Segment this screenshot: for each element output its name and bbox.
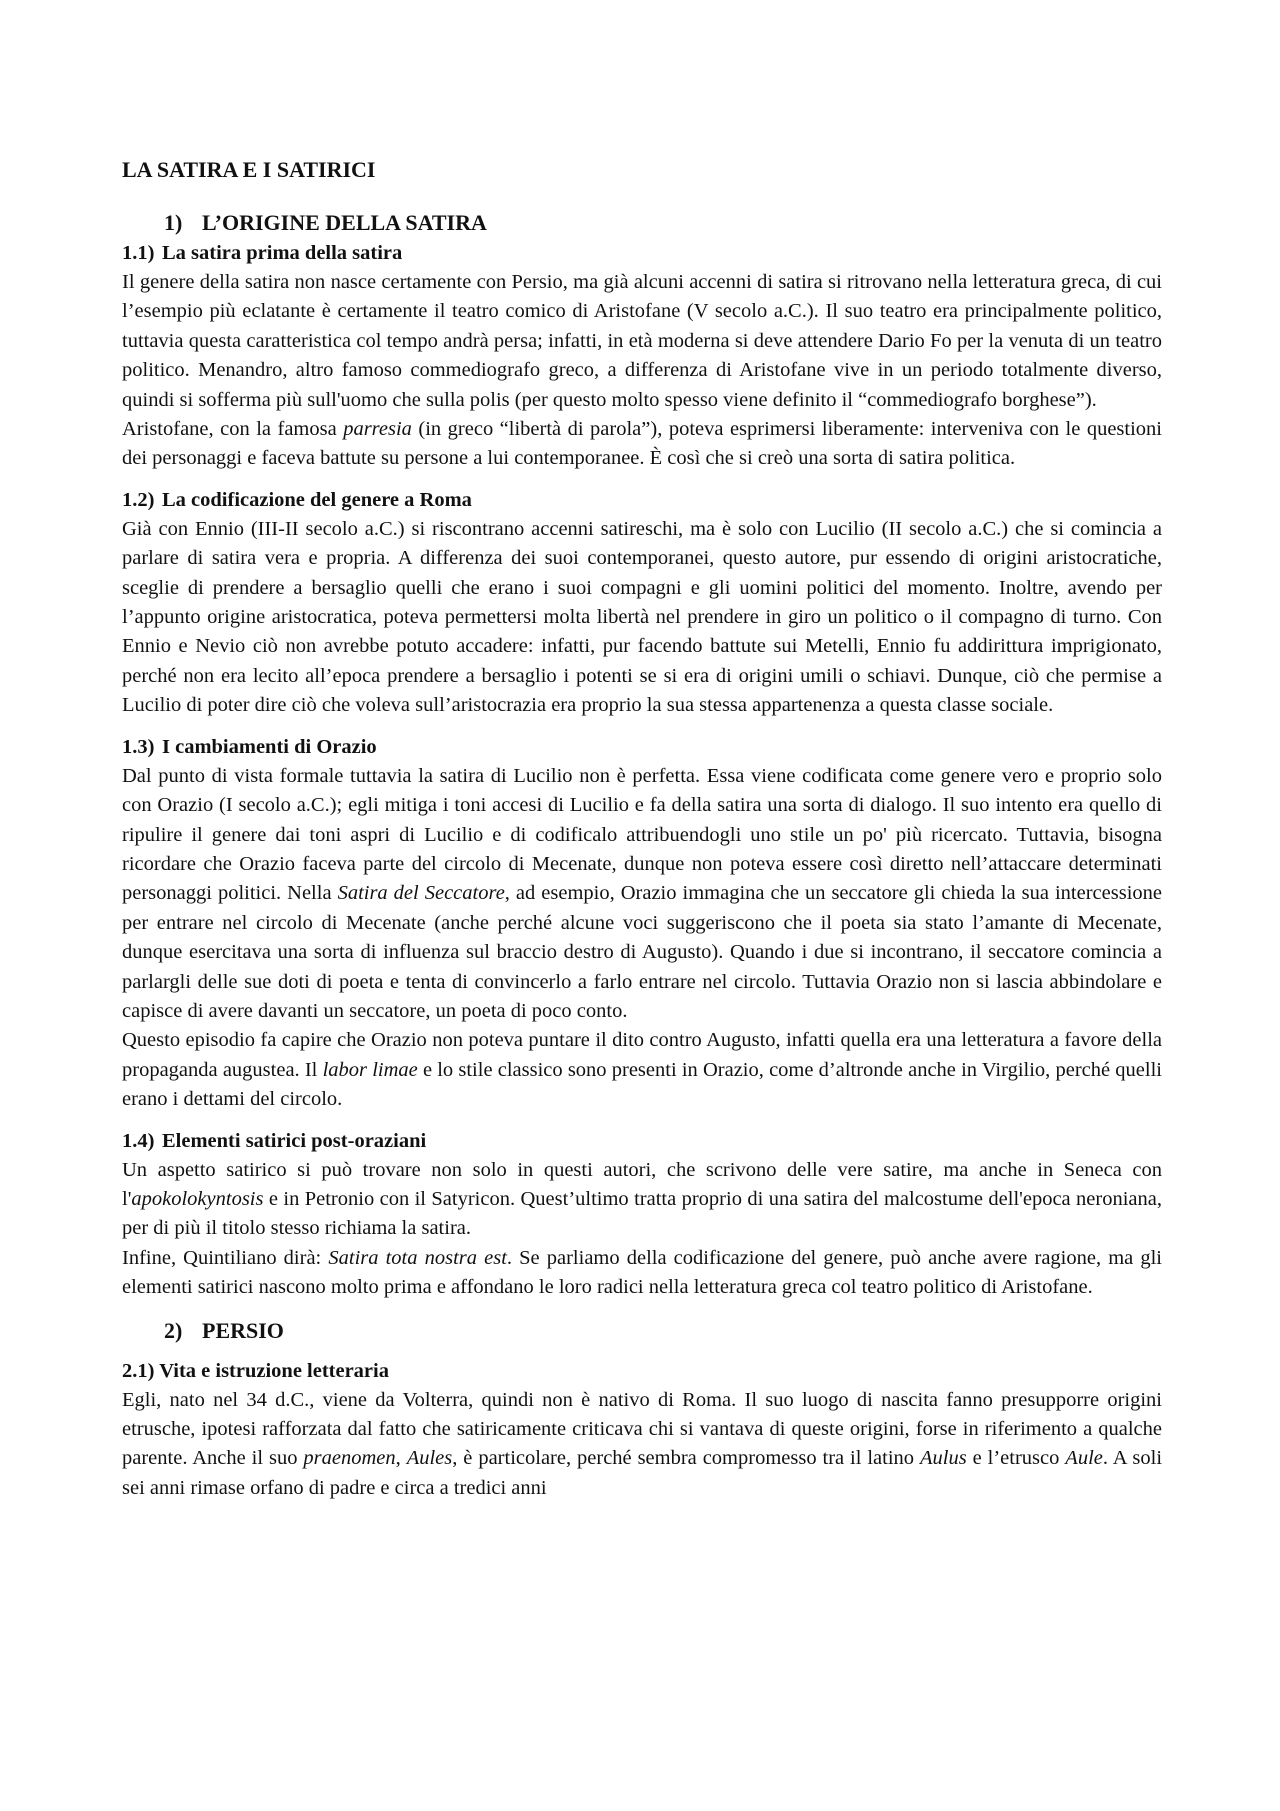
italic-term: Aule [1065, 1447, 1103, 1470]
paragraph: Già con Ennio (III-II secolo a.C.) si riscontrano accenni satireschi, ma è solo con Lucilio (II secolo a.C.) che si comincia a parlare di satira vera e propria. A differenza dei suoi contemporanei, questo autore, pur essendo di origini aristocratiche, sceglie di prendere a bersaglio quelli che erano i suoi compagni e gli uomini politici del momento. Inoltre, avendo per l’appunto origine aristocratica, poteva permettersi molta libertà nel prendere in giro un politico o il compagno di turno. Con Ennio e Nevio ciò non avrebbe potuto accadere: infatti, pur facendo battute sui Metelli, Ennio fu addirittura imprigionato, perché non era lecito all’epoca prendere a bersaglio i potenti se si era di origini umili o schiavi. Dunque, ciò che permise a Lucilio di poter dire ciò che voleva sull’aristocrazia era proprio la sua stessa appartenenza a questa classe sociale. [122, 517, 1162, 717]
chapter-number: 2) [164, 1317, 183, 1343]
italic-term: praenomen [303, 1447, 396, 1470]
paragraph [122, 1244, 1162, 1303]
text-run: Aristofane, con la famosa [122, 418, 344, 441]
text-run: Questo episodio fa capire che Orazio non poteva puntare il dito contro Augusto, infatti quella era una letteratura a favore della propaganda augustea. Il [122, 1029, 1162, 1081]
document-title: LA SATIRA E I SATIRICI [122, 157, 376, 182]
paragraph: Il genere della satira non nasce certamente con Persio, ma già alcuni accenni di satira si ritrovano nella letteratura greca, di cui l’esempio più eclatante è certamente il teatro comico di Aristofane (V secolo a.C.). Il suo teatro era principalmente politico, tuttavia questa caratteristica col tempo andrà persa; infatti, in età moderna si deve attendere Dario Fo per la venuta di un teatro politico. Menandro, altro famoso commediografo greco, a differenza di Aristofane vive in un periodo totalmente diverso, quindi si sofferma più sull'uomo che sulla polis (per questo molto spesso viene definito il “commediografo borghese”). [122, 271, 1162, 411]
section-number: 1.2) [122, 488, 155, 511]
document-page [122, 150, 1162, 1503]
text-run: , [395, 1447, 407, 1470]
text-run: e in Petronio con il Satyricon. Quest’ultimo tratta proprio di una satira del malcostume dell'epoca neroniana, per di più il titolo stesso richiama la satira. [122, 1187, 1162, 1240]
italic-term: apokolokyntosis [131, 1187, 264, 1210]
text-run: Egli, nato nel 34 d.C., viene da Volterra, quindi non è nativo di Roma. Il suo luogo di nascita fanno presupporre origini etrusche, ipotesi rafforzata dal fatto che satiricamente criticava chi si vantava di queste origini, forse in riferimento a qualche parente. Anche il suo [122, 1388, 1162, 1470]
italic-term: parresia [343, 418, 412, 441]
text-run: Un aspetto satirico si può trovare non solo in questi autori, che scrivono delle vere satire, ma anche in Seneca con l' [122, 1158, 1162, 1210]
section-heading-1-1 [122, 239, 1162, 268]
text-run: , ad esempio, Orazio immagina che un seccatore gli chieda la sua intercessione per entrare nel circolo di Mecenate (anche perché alcune voci suggeriscono che il poeta sia stato l’amante di Mecenate, dunque esercitava una sorta di influenza sul braccio destro di Augusto). Quando i due si incontrano, il seccatore comincia a parlargli delle sue doti di poeta e tenta di convincerlo a farlo entrare nel circolo. Tuttavia Orazio non si lascia abbindolare e capisce di avere davanti un seccatore, un poeta di poco conto. [122, 882, 1162, 1022]
section-heading-1-4 [122, 1127, 1162, 1156]
italic-term: labor limae [322, 1058, 418, 1081]
paragraph [122, 415, 1162, 474]
section-label: I cambiamenti di Orazio [162, 735, 377, 758]
section-heading-2-1: 2.1) Vita e istruzione letteraria [122, 1359, 389, 1382]
chapter-label: L’ORIGINE DELLA SATIRA [202, 210, 487, 235]
italic-term: Aulus [919, 1447, 967, 1470]
section-label: La satira prima della satira [162, 242, 403, 264]
section-number: 1.3) [122, 735, 155, 758]
text-run: Dal punto di vista formale tuttavia la satira di Lucilio non è perfetta. Essa viene codificata come genere vero e proprio solo con Orazio (I secolo a.C.); egli mitiga i toni accesi di Lucilio e fa della satira una sorta di dialogo. Il suo intento era quello di ripulire il genere dai toni aspri di Lucilio e di codificalo attribuendogli uno stile un po' più ricercato. Tuttavia, bisogna ricordare che Orazio faceva parte del circolo di Mecenate, dunque non poteva essere così diretto nell’attaccare determinati personaggi politici. Nella [122, 764, 1162, 905]
section-number: 1.1) [122, 242, 155, 264]
text-run: e l’etrusco [966, 1447, 1066, 1470]
text-run: e lo stile classico sono presenti in Orazio, come d’altronde anche in Virgilio, perché quelli erano i dettami del circolo. [122, 1058, 1162, 1111]
paragraph [122, 1156, 1162, 1244]
text-run: . A soli sei anni rimase orfano di padre e circa a tredici anni [122, 1447, 1163, 1499]
section-heading-1-2 [122, 486, 1162, 515]
italic-term: Aules [406, 1447, 453, 1470]
paragraph [122, 1026, 1162, 1114]
chapter-number: 1) [164, 210, 183, 235]
chapter-heading-1 [122, 207, 1162, 239]
text-run: (in greco “libertà di parola”), poteva esprimersi liberamente: interveniva con le questioni dei personaggi e faceva battute su persone a lui contemporanee. È così che si creò una sorta di satira politica. [122, 418, 1162, 470]
text-run: , è particolare, perché sembra compromesso tra il latino [452, 1447, 920, 1470]
section-heading-1-3 [122, 733, 1162, 762]
italic-term: Satira tota nostra est [328, 1246, 507, 1269]
section-label: Elementi satirici post-oraziani [162, 1129, 427, 1152]
italic-term: Satira del Seccatore [337, 882, 505, 905]
paragraph [122, 762, 1162, 1027]
paragraph [122, 1386, 1162, 1504]
chapter-label: PERSIO [202, 1317, 284, 1343]
text-run: . Se parliamo della codificazione del genere, può anche avere ragione, ma gli elementi satirici nascono molto prima e affondano le loro radici nella letteratura greca col teatro politico di Aristofane. [122, 1246, 1162, 1299]
section-number: 1.4) [122, 1129, 155, 1152]
chapter-heading-2 [122, 1315, 1162, 1347]
text-run: Infine, Quintiliano dirà: [122, 1246, 329, 1269]
section-label: La codificazione del genere a Roma [162, 488, 472, 511]
